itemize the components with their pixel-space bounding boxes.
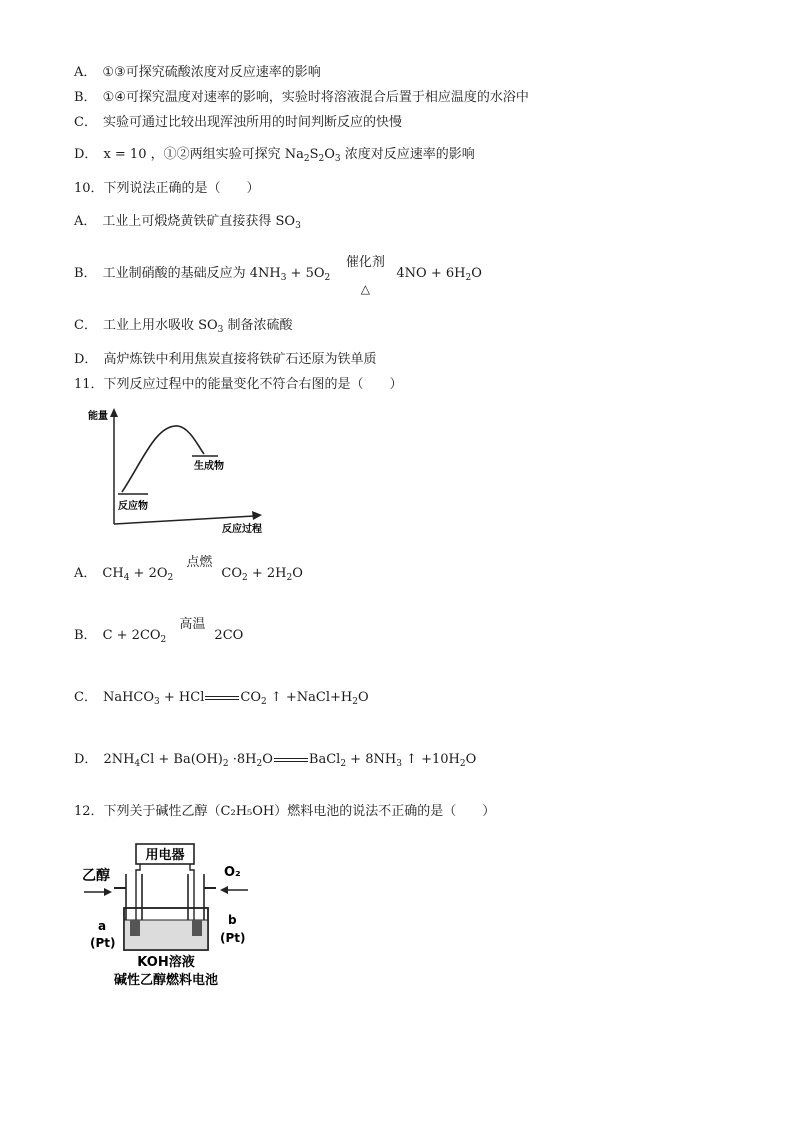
electrode-a-label: a [98, 919, 107, 933]
option-text: 制备浓硫酸 [223, 318, 293, 333]
fuel-cell-diagram [78, 838, 258, 988]
q11-option-c [74, 689, 369, 707]
equation-left: $CH_4 + 2O_2$ [102, 566, 174, 583]
formula-so3: $SO_3$ [198, 318, 224, 335]
option-text: ①③可探究硫酸浓度对反应速率的影响 [102, 65, 321, 80]
option-label: D． [74, 147, 98, 162]
option-label: D． [74, 352, 98, 367]
option-text: 工业上用水吸收 [102, 318, 199, 333]
option-text: ①④可探究温度对速率的影响，实验时将溶液混合后置于相应温度的水浴中 [102, 90, 529, 105]
q9-option-d [74, 146, 475, 164]
option-text: 工业上可煅烧黄铁矿直接获得 [102, 214, 276, 229]
option-label: A． [74, 214, 97, 229]
equation-left: $C + 2CO_2$ [102, 628, 167, 645]
equation-right: 2CO [214, 628, 244, 643]
option-text: 实验可通过比较出现浑浊所用的时间判断反应的快慢 [102, 115, 402, 130]
condition-ignite: 点燃 [186, 554, 213, 570]
formula-so3: $SO_3$ [275, 214, 301, 231]
product-label: 生成物 [194, 461, 224, 472]
solution-label: KOH溶液 [137, 955, 195, 970]
reactant-label: 反应物 [118, 501, 148, 512]
formula-na2s2o3: $Na_2S_2O_3$ [284, 147, 341, 164]
electrode-b-label: b [228, 913, 237, 927]
electrode-a-material: (Pt) [90, 936, 116, 950]
q11-option-d [74, 751, 476, 769]
equation: NaHCO$_3$ + HCl $CO_2$ ↑ $+NaCl+H_2O$ [102, 690, 369, 707]
option-text: 浓度对反应速率的影响 [340, 147, 475, 162]
oxygen-label: O₂ [224, 865, 241, 880]
figure-caption: 碱性乙醇燃料电池 [113, 973, 219, 988]
q10-option-b [74, 254, 482, 296]
q9-option-b [74, 89, 529, 107]
q11-option-a [74, 554, 303, 583]
q11-stem: 11．下列反应过程中的能量变化不符合右图的是（ ） [74, 377, 403, 392]
q12-stem: 12．下列关于碱性乙醇（C₂H₅OH）燃料电池的说法不正确的是（ ） [74, 804, 496, 819]
equation-left: $4NH_3 + 5O_2$ [249, 266, 331, 283]
option-label: A． [74, 566, 97, 581]
ethanol-label: 乙醇 [82, 868, 110, 884]
q10-stem: 10．下列说法正确的是（ ） [74, 181, 260, 196]
option-label: C． [74, 115, 97, 130]
option-text: 工业制硝酸的基础反应为 [102, 266, 250, 281]
option-label: D． [74, 752, 98, 767]
option-label: B． [74, 628, 97, 643]
option-label: B． [74, 90, 97, 105]
equation-right: $CO_2 + 2H_2O$ [221, 566, 303, 583]
option-label: C． [74, 318, 97, 333]
q11-option-b [74, 616, 244, 645]
equation-right: $4NO + 6H_2O$ [396, 266, 482, 283]
y-axis-label: 能量 [88, 411, 108, 422]
equation: $2NH_4Cl + Ba(OH)_2 \cdot 8H_2O$ BaCl$_2$ + $8NH_3$ ↑ $+10H_2O$ [103, 752, 477, 769]
q9-option-a [74, 64, 321, 82]
q10-option-a [74, 213, 301, 231]
electrode-b-material: (Pt) [220, 931, 246, 945]
q10-option-d [74, 351, 376, 369]
condition-high-temp: 高温 [179, 616, 206, 632]
condition-heat: △ [360, 281, 370, 296]
device-label: 用电器 [145, 848, 185, 863]
q10-option-c [74, 317, 293, 335]
energy-diagram [86, 402, 272, 538]
x-axis-label: 反应过程 [222, 524, 262, 535]
option-label: C． [74, 690, 97, 705]
condition-catalyst: 催化剂 [345, 254, 385, 270]
option-label: A． [74, 65, 97, 80]
option-label: B． [74, 266, 97, 281]
option-text: x = 10 ，①②两组实验可探究 [103, 147, 285, 162]
option-text: 高炉炼铁中利用焦炭直接将铁矿石还原为铁单质 [103, 352, 377, 367]
q9-option-c [74, 114, 402, 132]
